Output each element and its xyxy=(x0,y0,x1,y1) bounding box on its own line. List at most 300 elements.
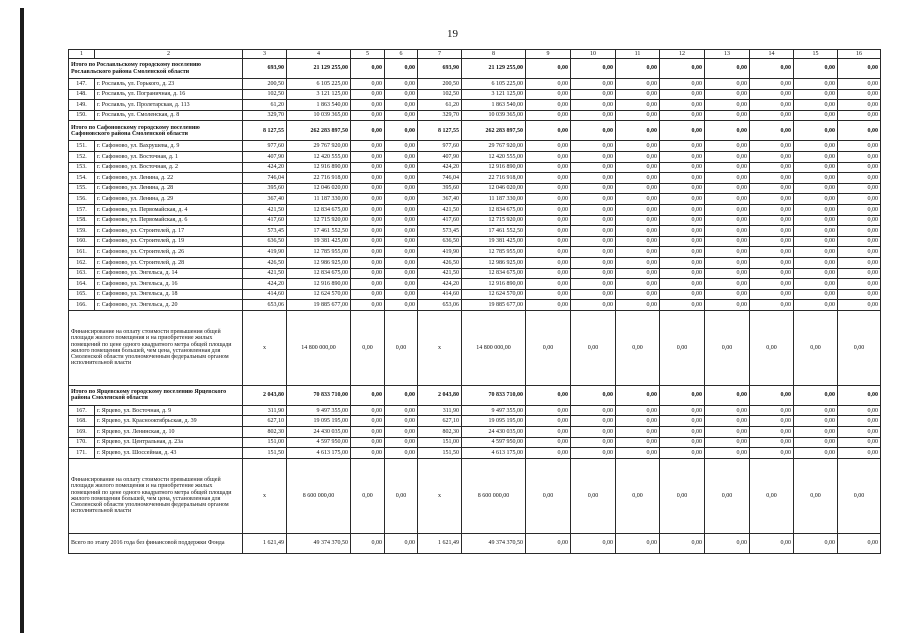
value-cell: 0,00 xyxy=(385,215,418,226)
value-cell: 367,40 xyxy=(243,194,287,205)
value-cell: 407,90 xyxy=(243,151,287,162)
address-cell: г. Сафоново, ул. Ленина, д. 29 xyxy=(95,194,243,205)
value-cell: 0,00 xyxy=(571,533,616,553)
value-cell: 0,00 xyxy=(660,226,705,237)
value-cell: 0,00 xyxy=(838,151,881,162)
value-cell: 627,10 xyxy=(243,416,287,427)
value-cell: x xyxy=(243,458,287,533)
value-cell: 424,20 xyxy=(243,279,287,290)
value-cell: 0,00 xyxy=(351,289,385,300)
value-cell: 0,00 xyxy=(705,162,750,173)
value-cell: 0,00 xyxy=(351,247,385,258)
table-row xyxy=(69,141,881,152)
address-cell: г. Сафоново, ул. Энгельса, д. 16 xyxy=(95,279,243,290)
value-cell: 0,00 xyxy=(705,416,750,427)
value-cell: 573,45 xyxy=(418,226,462,237)
value-cell: 0,00 xyxy=(705,59,750,79)
row-number-cell: 163. xyxy=(69,268,95,279)
value-cell: 693,90 xyxy=(243,59,287,79)
value-cell: 49 374 370,50 xyxy=(287,533,351,553)
value-cell: 0,00 xyxy=(571,89,616,100)
row-number-cell: 156. xyxy=(69,194,95,205)
table-row xyxy=(69,89,881,100)
value-cell: 61,20 xyxy=(243,100,287,111)
value-cell: 0,00 xyxy=(571,226,616,237)
value-cell: 0,00 xyxy=(794,151,838,162)
value-cell: 0,00 xyxy=(616,236,660,247)
value-cell: 0,00 xyxy=(385,289,418,300)
value-cell: 0,00 xyxy=(385,89,418,100)
value-cell: 977,60 xyxy=(418,141,462,152)
value-cell: 11 187 330,00 xyxy=(462,194,526,205)
value-cell: 0,00 xyxy=(705,173,750,184)
value-cell: 0,00 xyxy=(750,100,794,111)
value-cell: 0,00 xyxy=(351,89,385,100)
value-cell: 12 785 955,00 xyxy=(287,247,351,258)
value-cell: 977,60 xyxy=(243,141,287,152)
row-label-cell: Итого по Сафоновскому городскому поселению Сафоновского района Смоленской области xyxy=(69,121,243,141)
value-cell: 0,00 xyxy=(616,204,660,215)
table-row xyxy=(69,110,881,121)
value-cell: 0,00 xyxy=(705,151,750,162)
value-cell: 0,00 xyxy=(526,236,571,247)
value-cell: 0,00 xyxy=(616,437,660,448)
value-cell: 0,00 xyxy=(794,173,838,184)
value-cell: 151,50 xyxy=(243,448,287,459)
value-cell: 22 716 918,00 xyxy=(287,173,351,184)
value-cell: 0,00 xyxy=(705,257,750,268)
value-cell: 0,00 xyxy=(660,300,705,311)
row-number-cell: 147. xyxy=(69,79,95,90)
value-cell: 4 597 950,00 xyxy=(287,437,351,448)
value-cell: 61,20 xyxy=(418,100,462,111)
value-cell: 0,00 xyxy=(750,162,794,173)
value-cell: 0,00 xyxy=(385,247,418,258)
value-cell: 0,00 xyxy=(750,121,794,141)
value-cell: 0,00 xyxy=(351,110,385,121)
value-cell: 0,00 xyxy=(750,405,794,416)
value-cell: 151,50 xyxy=(418,448,462,459)
address-cell: г. Сафоново, ул. Восточная, д. 2 xyxy=(95,162,243,173)
value-cell: 0,00 xyxy=(526,59,571,79)
value-cell: 0,00 xyxy=(385,310,418,385)
value-cell: 0,00 xyxy=(838,268,881,279)
value-cell: 9 497 355,00 xyxy=(462,405,526,416)
value-cell: 0,00 xyxy=(571,183,616,194)
value-cell: 0,00 xyxy=(660,310,705,385)
table-row xyxy=(69,279,881,290)
value-cell: 0,00 xyxy=(616,173,660,184)
value-cell: 0,00 xyxy=(794,236,838,247)
value-cell: 12 420 555,00 xyxy=(462,151,526,162)
value-cell: 0,00 xyxy=(660,183,705,194)
value-cell: 426,50 xyxy=(418,257,462,268)
value-cell: 0,00 xyxy=(750,204,794,215)
value-cell: 0,00 xyxy=(705,427,750,438)
value-cell: 12 834 675,00 xyxy=(287,204,351,215)
value-cell: 0,00 xyxy=(794,279,838,290)
value-cell: 8 600 000,00 xyxy=(287,458,351,533)
value-cell: 0,00 xyxy=(616,162,660,173)
value-cell: 0,00 xyxy=(571,215,616,226)
value-cell: 0,00 xyxy=(794,204,838,215)
value-cell: 19 381 425,00 xyxy=(287,236,351,247)
value-cell: 0,00 xyxy=(351,162,385,173)
column-number-row xyxy=(69,50,881,59)
value-cell: 0,00 xyxy=(838,183,881,194)
value-cell: 0,00 xyxy=(571,151,616,162)
row-number-cell: 167. xyxy=(69,405,95,416)
value-cell: 0,00 xyxy=(616,416,660,427)
value-cell: 0,00 xyxy=(526,226,571,237)
value-cell: 0,00 xyxy=(750,151,794,162)
total-row xyxy=(69,385,881,405)
value-cell: 4 613 175,00 xyxy=(287,448,351,459)
row-label-cell: Итого по Ярцевскому городскому поселению Ярцевского района Смоленской области xyxy=(69,385,243,405)
value-cell: 421,50 xyxy=(418,204,462,215)
value-cell: 0,00 xyxy=(385,448,418,459)
value-cell: 0,00 xyxy=(660,427,705,438)
value-cell: 0,00 xyxy=(526,173,571,184)
value-cell: 4 613 175,00 xyxy=(462,448,526,459)
value-cell: 0,00 xyxy=(838,300,881,311)
column-number: 1 xyxy=(69,50,95,59)
value-cell: 0,00 xyxy=(705,194,750,205)
value-cell: 0,00 xyxy=(385,236,418,247)
column-number: 15 xyxy=(794,50,838,59)
value-cell: 0,00 xyxy=(660,289,705,300)
value-cell: 0,00 xyxy=(838,405,881,416)
value-cell: 0,00 xyxy=(705,121,750,141)
value-cell: 0,00 xyxy=(571,289,616,300)
column-number: 16 xyxy=(838,50,881,59)
value-cell: 0,00 xyxy=(660,533,705,553)
value-cell: 0,00 xyxy=(616,300,660,311)
value-cell: 0,00 xyxy=(526,279,571,290)
value-cell: 21 129 255,00 xyxy=(287,59,351,79)
value-cell: 0,00 xyxy=(616,279,660,290)
value-cell: 12 834 675,00 xyxy=(462,204,526,215)
value-cell: 0,00 xyxy=(750,59,794,79)
value-cell: 10 039 365,00 xyxy=(462,110,526,121)
value-cell: 0,00 xyxy=(838,79,881,90)
value-cell: 0,00 xyxy=(526,385,571,405)
value-cell: 22 716 918,00 xyxy=(462,173,526,184)
value-cell: 0,00 xyxy=(750,448,794,459)
value-cell: 0,00 xyxy=(385,173,418,184)
scan-margin-bar xyxy=(20,8,24,633)
value-cell: 0,00 xyxy=(660,236,705,247)
value-cell: 0,00 xyxy=(571,173,616,184)
value-cell: 200,50 xyxy=(243,79,287,90)
value-cell: 0,00 xyxy=(526,215,571,226)
value-cell: 0,00 xyxy=(838,162,881,173)
value-cell: 0,00 xyxy=(660,100,705,111)
value-cell: 0,00 xyxy=(838,310,881,385)
value-cell: 0,00 xyxy=(838,437,881,448)
value-cell: 0,00 xyxy=(351,448,385,459)
value-cell: 19 095 195,00 xyxy=(287,416,351,427)
value-cell: 0,00 xyxy=(385,79,418,90)
value-cell: 0,00 xyxy=(660,151,705,162)
value-cell: 0,00 xyxy=(351,183,385,194)
value-cell: 0,00 xyxy=(705,437,750,448)
value-cell: 0,00 xyxy=(705,183,750,194)
value-cell: 0,00 xyxy=(660,89,705,100)
value-cell: 0,00 xyxy=(660,279,705,290)
value-cell: 424,20 xyxy=(243,162,287,173)
value-cell: 0,00 xyxy=(750,89,794,100)
value-cell: 8 127,55 xyxy=(243,121,287,141)
value-cell: 0,00 xyxy=(351,173,385,184)
value-cell: 0,00 xyxy=(616,100,660,111)
row-number-cell: 170. xyxy=(69,437,95,448)
value-cell: 0,00 xyxy=(526,257,571,268)
value-cell: 627,10 xyxy=(418,416,462,427)
column-number: 4 xyxy=(287,50,351,59)
value-cell: 0,00 xyxy=(838,141,881,152)
row-number-cell: 152. xyxy=(69,151,95,162)
address-cell: г. Ярцево, ул. Краснооктябрьская, д. 39 xyxy=(95,416,243,427)
value-cell: 0,00 xyxy=(838,100,881,111)
column-number: 5 xyxy=(351,50,385,59)
value-cell: 0,00 xyxy=(616,310,660,385)
row-number-cell: 149. xyxy=(69,100,95,111)
value-cell: 12 916 890,00 xyxy=(287,162,351,173)
value-cell: 0,00 xyxy=(616,183,660,194)
value-cell: 0,00 xyxy=(351,59,385,79)
value-cell: 0,00 xyxy=(385,385,418,405)
resettlement-table xyxy=(68,49,881,554)
table-row xyxy=(69,437,881,448)
value-cell: 0,00 xyxy=(750,226,794,237)
table-row xyxy=(69,247,881,258)
column-number: 12 xyxy=(660,50,705,59)
table-row xyxy=(69,151,881,162)
value-cell: 0,00 xyxy=(660,141,705,152)
address-cell: г. Сафоново, ул. Восточная, д. 1 xyxy=(95,151,243,162)
value-cell: 0,00 xyxy=(351,194,385,205)
value-cell: 407,90 xyxy=(418,151,462,162)
value-cell: 0,00 xyxy=(526,183,571,194)
value-cell: 1 621,49 xyxy=(243,533,287,553)
column-number: 10 xyxy=(571,50,616,59)
value-cell: 0,00 xyxy=(351,427,385,438)
value-cell: 0,00 xyxy=(705,385,750,405)
value-cell: 311,90 xyxy=(418,405,462,416)
value-cell: 0,00 xyxy=(385,110,418,121)
value-cell: 0,00 xyxy=(660,405,705,416)
value-cell: 12 986 925,00 xyxy=(462,257,526,268)
value-cell: 0,00 xyxy=(660,448,705,459)
value-cell: 0,00 xyxy=(616,427,660,438)
value-cell: 0,00 xyxy=(750,416,794,427)
value-cell: 693,90 xyxy=(418,59,462,79)
value-cell: 0,00 xyxy=(351,437,385,448)
value-cell: 0,00 xyxy=(705,236,750,247)
value-cell: 0,00 xyxy=(526,110,571,121)
value-cell: 0,00 xyxy=(794,110,838,121)
value-cell: 0,00 xyxy=(571,100,616,111)
value-cell: 0,00 xyxy=(351,279,385,290)
table-row xyxy=(69,289,881,300)
value-cell: 0,00 xyxy=(705,458,750,533)
value-cell: 14 800 000,00 xyxy=(462,310,526,385)
value-cell: 8 127,55 xyxy=(418,121,462,141)
row-number-cell: 148. xyxy=(69,89,95,100)
address-cell: г. Сафоново, ул. Ленина, д. 22 xyxy=(95,173,243,184)
value-cell: 0,00 xyxy=(838,247,881,258)
value-cell: 0,00 xyxy=(351,385,385,405)
value-cell: 0,00 xyxy=(750,533,794,553)
value-cell: 0,00 xyxy=(750,110,794,121)
row-number-cell: 151. xyxy=(69,141,95,152)
table-row xyxy=(69,204,881,215)
value-cell: 6 105 225,00 xyxy=(462,79,526,90)
value-cell: 0,00 xyxy=(385,204,418,215)
column-number: 2 xyxy=(95,50,243,59)
value-cell: 424,20 xyxy=(418,279,462,290)
value-cell: 421,50 xyxy=(418,268,462,279)
value-cell: 0,00 xyxy=(660,416,705,427)
table-row xyxy=(69,173,881,184)
value-cell: 0,00 xyxy=(750,279,794,290)
value-cell: 0,00 xyxy=(838,110,881,121)
value-cell: 0,00 xyxy=(794,437,838,448)
table-row xyxy=(69,215,881,226)
value-cell: 0,00 xyxy=(660,173,705,184)
value-cell: 19 095 195,00 xyxy=(462,416,526,427)
value-cell: 12 834 675,00 xyxy=(287,268,351,279)
value-cell: 0,00 xyxy=(750,236,794,247)
address-cell: г. Ярцево, ул. Ленинская, д. 10 xyxy=(95,427,243,438)
value-cell: 0,00 xyxy=(571,204,616,215)
value-cell: 12 916 890,00 xyxy=(462,162,526,173)
value-cell: 0,00 xyxy=(794,79,838,90)
financing-row xyxy=(69,458,881,533)
value-cell: 0,00 xyxy=(705,310,750,385)
column-number: 6 xyxy=(385,50,418,59)
value-cell: 0,00 xyxy=(838,236,881,247)
row-number-cell: 169. xyxy=(69,427,95,438)
value-cell: 0,00 xyxy=(571,416,616,427)
value-cell: 1 621,49 xyxy=(418,533,462,553)
value-cell: 0,00 xyxy=(705,110,750,121)
address-cell: г. Сафоново, ул. Первомайская, д. 6 xyxy=(95,215,243,226)
value-cell: 0,00 xyxy=(705,226,750,237)
value-cell: 0,00 xyxy=(705,448,750,459)
row-label-cell: Финансирование на оплату стоимости превышения общей площади жилого помещения и на приобретение жилых помещений по цене одного квадратного метра общей площади жилого помещения большей, чем цена, установленная для Смоленской области уполномоченным федеральным органом исполнительной власти xyxy=(69,310,243,385)
value-cell: 0,00 xyxy=(526,427,571,438)
value-cell: 0,00 xyxy=(616,533,660,553)
value-cell: 0,00 xyxy=(385,162,418,173)
table-row xyxy=(69,416,881,427)
value-cell: 0,00 xyxy=(794,458,838,533)
value-cell: 0,00 xyxy=(838,173,881,184)
value-cell: 0,00 xyxy=(660,59,705,79)
value-cell: 0,00 xyxy=(571,121,616,141)
value-cell: 0,00 xyxy=(838,204,881,215)
value-cell: 0,00 xyxy=(385,533,418,553)
value-cell: 19 885 677,00 xyxy=(462,300,526,311)
value-cell: 0,00 xyxy=(351,257,385,268)
table-row xyxy=(69,268,881,279)
value-cell: 0,00 xyxy=(705,405,750,416)
column-number: 14 xyxy=(750,50,794,59)
value-cell: 0,00 xyxy=(351,141,385,152)
value-cell: 0,00 xyxy=(750,247,794,258)
value-cell: 0,00 xyxy=(526,204,571,215)
value-cell: 426,50 xyxy=(243,257,287,268)
value-cell: 421,50 xyxy=(243,204,287,215)
value-cell: 0,00 xyxy=(794,427,838,438)
value-cell: 0,00 xyxy=(385,268,418,279)
value-cell: 0,00 xyxy=(660,268,705,279)
value-cell: 0,00 xyxy=(571,79,616,90)
value-cell: 0,00 xyxy=(660,162,705,173)
value-cell: 0,00 xyxy=(385,151,418,162)
value-cell: 0,00 xyxy=(838,59,881,79)
value-cell: 0,00 xyxy=(616,385,660,405)
value-cell: 0,00 xyxy=(351,79,385,90)
value-cell: 0,00 xyxy=(351,458,385,533)
value-cell: 29 767 920,00 xyxy=(462,141,526,152)
value-cell: 0,00 xyxy=(526,151,571,162)
value-cell: 29 767 920,00 xyxy=(287,141,351,152)
value-cell: 0,00 xyxy=(616,89,660,100)
value-cell: 0,00 xyxy=(351,236,385,247)
value-cell: 329,70 xyxy=(418,110,462,121)
address-cell: г. Рославль, ул. Смоленская, д. 8 xyxy=(95,110,243,121)
value-cell: 802,30 xyxy=(243,427,287,438)
row-number-cell: 168. xyxy=(69,416,95,427)
value-cell: 0,00 xyxy=(351,226,385,237)
address-cell: г. Сафоново, ул. Строителей, д. 28 xyxy=(95,257,243,268)
value-cell: 2 043,80 xyxy=(418,385,462,405)
value-cell: 0,00 xyxy=(526,533,571,553)
address-cell: г. Сафоново, ул. Строителей, д. 19 xyxy=(95,236,243,247)
value-cell: 0,00 xyxy=(750,183,794,194)
value-cell: 151,00 xyxy=(418,437,462,448)
value-cell: 0,00 xyxy=(794,247,838,258)
value-cell: 8 600 000,00 xyxy=(462,458,526,533)
table-row xyxy=(69,183,881,194)
financing-row xyxy=(69,310,881,385)
value-cell: 0,00 xyxy=(705,300,750,311)
value-cell: 367,40 xyxy=(418,194,462,205)
value-cell: 17 461 552,50 xyxy=(287,226,351,237)
value-cell: 419,90 xyxy=(243,247,287,258)
value-cell: 573,45 xyxy=(243,226,287,237)
value-cell: 0,00 xyxy=(794,141,838,152)
value-cell: 0,00 xyxy=(526,194,571,205)
value-cell: 0,00 xyxy=(351,204,385,215)
table-row xyxy=(69,236,881,247)
value-cell: 0,00 xyxy=(794,215,838,226)
table-row xyxy=(69,300,881,311)
value-cell: 0,00 xyxy=(838,289,881,300)
value-cell: 0,00 xyxy=(838,89,881,100)
value-cell: 0,00 xyxy=(794,533,838,553)
value-cell: 0,00 xyxy=(526,448,571,459)
value-cell: 262 283 897,50 xyxy=(462,121,526,141)
value-cell: 70 833 710,00 xyxy=(287,385,351,405)
value-cell: 311,90 xyxy=(243,405,287,416)
total-row xyxy=(69,59,881,79)
value-cell: 0,00 xyxy=(750,310,794,385)
value-cell: 0,00 xyxy=(385,226,418,237)
value-cell: 1 863 540,00 xyxy=(287,100,351,111)
